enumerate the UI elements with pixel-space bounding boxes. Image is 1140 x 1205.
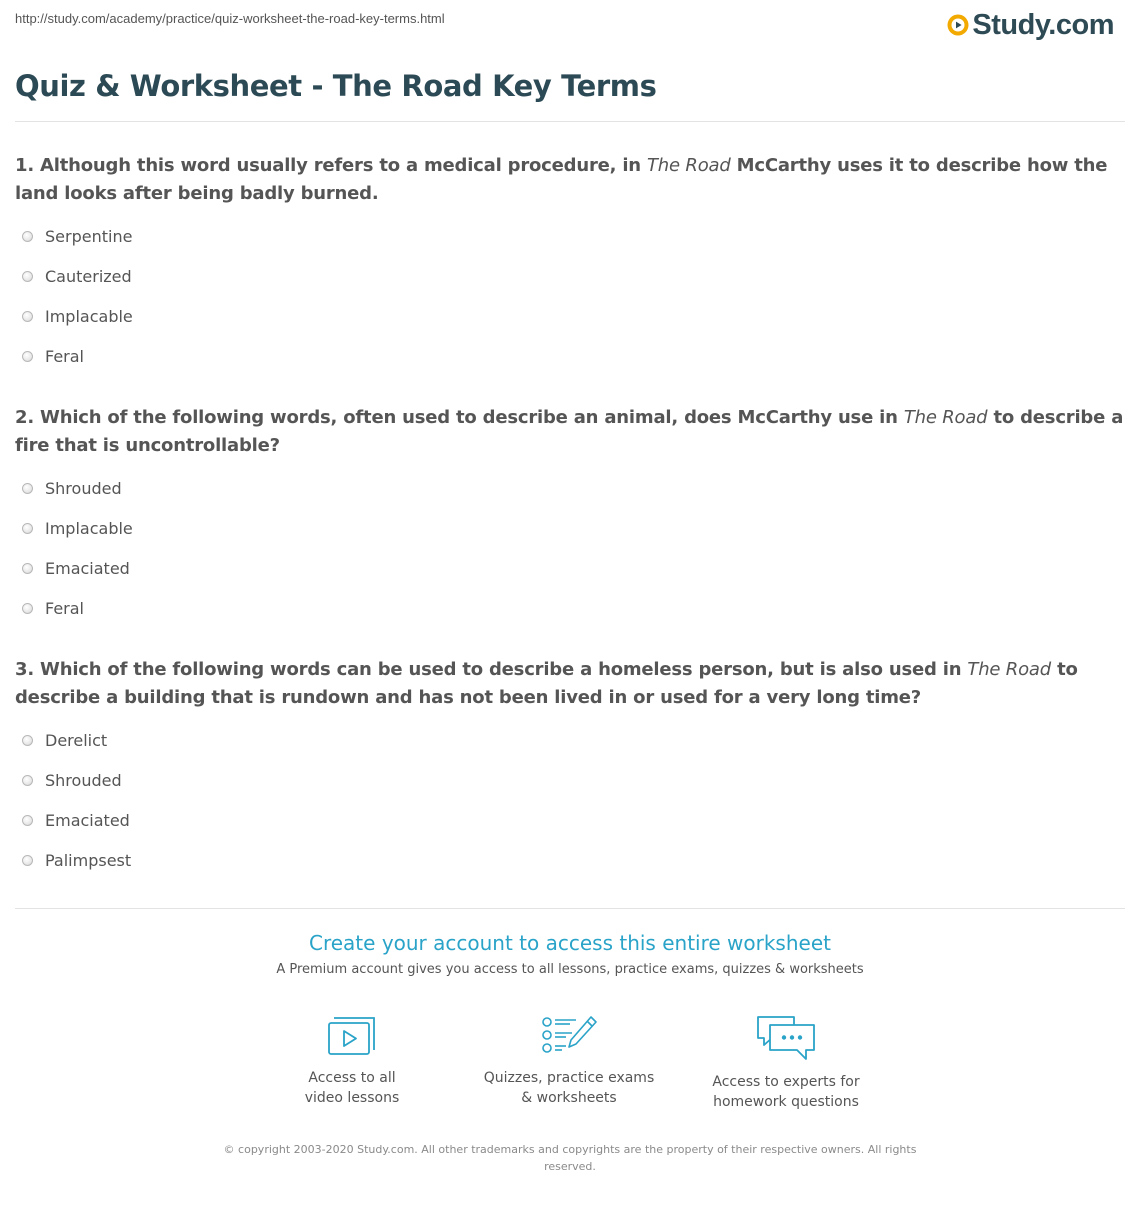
logo-text: Study.com [972, 8, 1114, 41]
feature-quizzes [469, 1014, 669, 1108]
q2-choice-4[interactable] [22, 598, 84, 618]
q3-choice-4[interactable] [22, 850, 131, 870]
q1-choice-2[interactable] [22, 266, 132, 286]
book-title: The Road [647, 155, 731, 176]
q3-choice-3[interactable] [22, 810, 130, 830]
radio-button[interactable] [22, 311, 33, 322]
question-3 [15, 656, 1125, 712]
page-title: Quiz & Worksheet - The Road Key Terms [15, 69, 657, 103]
choice-label: Emaciated [45, 810, 130, 830]
radio-button[interactable] [22, 483, 33, 494]
choice-label: Emaciated [45, 558, 130, 578]
radio-button[interactable] [22, 271, 33, 282]
create-account-link[interactable]: Create your account to access this entire worksheet [309, 931, 831, 955]
choice-label: Cauterized [45, 266, 132, 286]
choice-label: Feral [45, 346, 84, 366]
book-title: The Road [903, 407, 988, 428]
q2-choice-1[interactable] [22, 478, 122, 498]
radio-button[interactable] [22, 815, 33, 826]
radio-button[interactable] [22, 855, 33, 866]
feature-label: Access to all video lessons [304, 1070, 400, 1106]
radio-button[interactable] [22, 351, 33, 362]
radio-button[interactable] [22, 523, 33, 534]
radio-button[interactable] [22, 231, 33, 242]
question-number: 1. [15, 155, 34, 176]
feature-experts [686, 1014, 886, 1112]
book-title: The Road [967, 659, 1051, 680]
question-text-before: Which of the following words, often used to describe an animal, does McCarthy use in [40, 407, 898, 428]
choice-label: Feral [45, 598, 84, 618]
q2-choice-2[interactable] [22, 518, 133, 538]
question-text-after: to describe a building that is rundown and has not been lived in or used for a very long time? [15, 659, 1078, 708]
q1-choice-4[interactable] [22, 346, 84, 366]
q1-choice-3[interactable] [22, 306, 133, 326]
choice-label: Palimpsest [45, 850, 132, 870]
question-number: 2. [15, 407, 34, 428]
question-number: 3. [15, 659, 34, 680]
cta-divider [15, 908, 1125, 909]
radio-button[interactable] [22, 735, 33, 746]
cta-subtitle: A Premium account gives you access to all lessons, practice exams, quizzes & worksheets [276, 962, 864, 977]
study-play-icon [947, 14, 969, 36]
q3-choice-2[interactable] [22, 770, 122, 790]
checklist-quiz-icon [540, 1014, 598, 1058]
question-1 [15, 152, 1125, 208]
copyright-notice: © copyright 2003-2020 Study.com. All other trademarks and copyrights are the property of their respective owners. All rights reserved. [223, 1143, 917, 1173]
feature-label: Access to experts for homework questions [712, 1074, 860, 1110]
title-divider [15, 121, 1125, 122]
question-text-before: Although this word usually refers to a medical procedure, in [40, 155, 641, 176]
page-url: http://study.com/academy/practice/quiz-worksheet-the-road-key-terms.html [15, 11, 445, 26]
video-lesson-icon [326, 1014, 378, 1058]
q1-choice-1[interactable] [22, 226, 132, 246]
question-text-before: Which of the following words can be used to describe a homeless person, but is also used in [40, 659, 962, 680]
radio-button[interactable] [22, 563, 33, 574]
question-text-after: to describe a fire that is uncontrollable? [15, 407, 1124, 456]
study-logo[interactable] [947, 8, 1114, 42]
choice-label: Implacable [45, 518, 133, 538]
choice-label: Serpentine [45, 226, 133, 246]
choice-label: Derelict [45, 730, 108, 750]
choice-label: Shrouded [45, 770, 122, 790]
feature-label: Quizzes, practice exams & worksheets [483, 1070, 655, 1106]
question-2 [15, 404, 1125, 460]
radio-button[interactable] [22, 775, 33, 786]
question-text-after: McCarthy uses it to describe how the land looks after being badly burned. [15, 155, 1108, 204]
choice-label: Implacable [45, 306, 133, 326]
radio-button[interactable] [22, 603, 33, 614]
feature-video-lessons [252, 1014, 452, 1108]
q3-choice-1[interactable] [22, 730, 107, 750]
chat-experts-icon [754, 1014, 818, 1062]
choice-label: Shrouded [45, 478, 122, 498]
q2-choice-3[interactable] [22, 558, 130, 578]
